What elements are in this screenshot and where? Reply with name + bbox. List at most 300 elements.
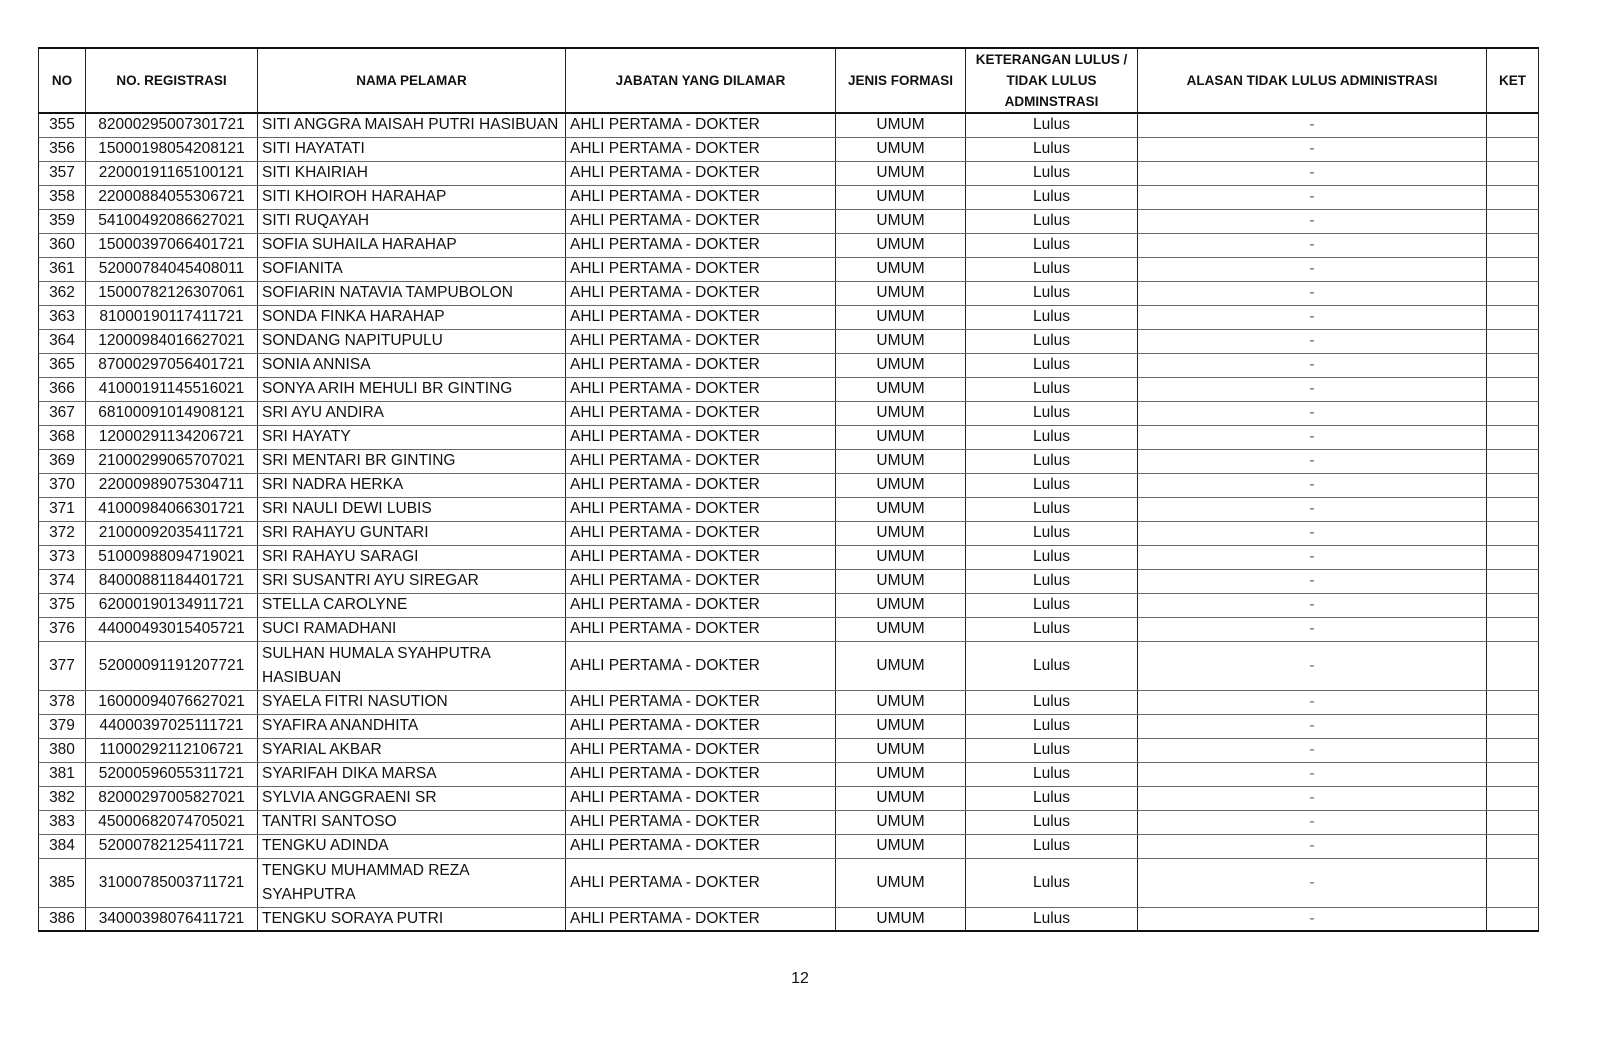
cell-no: 375	[39, 593, 86, 617]
cell-status: Lulus	[966, 281, 1138, 305]
cell-formasi: UMUM	[836, 714, 966, 738]
cell-ket	[1487, 401, 1539, 425]
cell-jabatan: AHLI PERTAMA - DOKTER	[566, 113, 836, 137]
cell-nama: SYLVIA ANGGRAENI SR	[258, 786, 566, 810]
cell-ket	[1487, 233, 1539, 257]
cell-registrasi: 41000191145516021	[86, 377, 258, 401]
cell-status: Lulus	[966, 425, 1138, 449]
cell-registrasi: 52000091191207721	[86, 641, 258, 690]
cell-ket	[1487, 353, 1539, 377]
cell-registrasi: 52000596055311721	[86, 762, 258, 786]
cell-registrasi: 12000984016627021	[86, 329, 258, 353]
cell-alasan: -	[1138, 593, 1487, 617]
cell-nama: SONDA FINKA HARAHAP	[258, 305, 566, 329]
cell-ket	[1487, 209, 1539, 233]
table-row	[39, 137, 1539, 161]
cell-nama: SOFIANITA	[258, 257, 566, 281]
cell-nama: TENGKU MUHAMMAD REZA SYAHPUTRA	[258, 858, 566, 907]
cell-alasan: -	[1138, 690, 1487, 714]
cell-registrasi: 11000292112106721	[86, 738, 258, 762]
cell-ket	[1487, 907, 1539, 931]
cell-jabatan: AHLI PERTAMA - DOKTER	[566, 762, 836, 786]
cell-no: 374	[39, 569, 86, 593]
header-nama: NAMA PELAMAR	[258, 48, 566, 113]
cell-formasi: UMUM	[836, 281, 966, 305]
table-row	[39, 425, 1539, 449]
cell-alasan: -	[1138, 473, 1487, 497]
cell-formasi: UMUM	[836, 305, 966, 329]
cell-status: Lulus	[966, 641, 1138, 690]
cell-registrasi: 51000988094719021	[86, 545, 258, 569]
cell-jabatan: AHLI PERTAMA - DOKTER	[566, 907, 836, 931]
cell-registrasi: 41000984066301721	[86, 497, 258, 521]
cell-alasan: -	[1138, 329, 1487, 353]
cell-no: 358	[39, 185, 86, 209]
cell-ket	[1487, 810, 1539, 834]
cell-jabatan: AHLI PERTAMA - DOKTER	[566, 521, 836, 545]
table-row	[39, 329, 1539, 353]
cell-no: 382	[39, 786, 86, 810]
cell-jabatan: AHLI PERTAMA - DOKTER	[566, 834, 836, 858]
cell-ket	[1487, 834, 1539, 858]
cell-nama: SITI KHOIROH HARAHAP	[258, 185, 566, 209]
cell-ket	[1487, 786, 1539, 810]
cell-ket	[1487, 113, 1539, 137]
table-row	[39, 545, 1539, 569]
cell-jabatan: AHLI PERTAMA - DOKTER	[566, 545, 836, 569]
cell-jabatan: AHLI PERTAMA - DOKTER	[566, 161, 836, 185]
cell-status: Lulus	[966, 714, 1138, 738]
cell-formasi: UMUM	[836, 786, 966, 810]
table-row	[39, 185, 1539, 209]
cell-ket	[1487, 281, 1539, 305]
cell-alasan: -	[1138, 907, 1487, 931]
cell-ket	[1487, 257, 1539, 281]
cell-registrasi: 82000295007301721	[86, 113, 258, 137]
cell-status: Lulus	[966, 521, 1138, 545]
table-row	[39, 449, 1539, 473]
header-registrasi: NO. REGISTRASI	[86, 48, 258, 113]
cell-ket	[1487, 497, 1539, 521]
cell-status: Lulus	[966, 137, 1138, 161]
cell-registrasi: 22000884055306721	[86, 185, 258, 209]
cell-registrasi: 68100091014908121	[86, 401, 258, 425]
cell-ket	[1487, 690, 1539, 714]
cell-no: 378	[39, 690, 86, 714]
cell-ket	[1487, 593, 1539, 617]
cell-formasi: UMUM	[836, 593, 966, 617]
cell-jabatan: AHLI PERTAMA - DOKTER	[566, 617, 836, 641]
cell-jabatan: AHLI PERTAMA - DOKTER	[566, 185, 836, 209]
cell-status: Lulus	[966, 209, 1138, 233]
cell-nama: SRI SUSANTRI AYU SIREGAR	[258, 569, 566, 593]
cell-registrasi: 22000989075304711	[86, 473, 258, 497]
cell-nama: SITI KHAIRIAH	[258, 161, 566, 185]
cell-alasan: -	[1138, 762, 1487, 786]
cell-jabatan: AHLI PERTAMA - DOKTER	[566, 377, 836, 401]
cell-no: 360	[39, 233, 86, 257]
cell-jabatan: AHLI PERTAMA - DOKTER	[566, 257, 836, 281]
cell-jabatan: AHLI PERTAMA - DOKTER	[566, 449, 836, 473]
cell-status: Lulus	[966, 786, 1138, 810]
cell-nama: SRI NADRA HERKA	[258, 473, 566, 497]
cell-registrasi: 15000782126307061	[86, 281, 258, 305]
cell-no: 357	[39, 161, 86, 185]
cell-jabatan: AHLI PERTAMA - DOKTER	[566, 305, 836, 329]
cell-nama: TENGKU SORAYA PUTRI	[258, 907, 566, 931]
cell-nama: SITI ANGGRA MAISAH PUTRI HASIBUAN	[258, 113, 566, 137]
cell-formasi: UMUM	[836, 353, 966, 377]
cell-jabatan: AHLI PERTAMA - DOKTER	[566, 786, 836, 810]
table-row	[39, 521, 1539, 545]
cell-registrasi: 84000881184401721	[86, 569, 258, 593]
table-row	[39, 233, 1539, 257]
cell-status: Lulus	[966, 161, 1138, 185]
cell-nama: SULHAN HUMALA SYAHPUTRA HASIBUAN	[258, 641, 566, 690]
cell-jabatan: AHLI PERTAMA - DOKTER	[566, 233, 836, 257]
cell-alasan: -	[1138, 233, 1487, 257]
cell-no: 361	[39, 257, 86, 281]
table-row	[39, 593, 1539, 617]
cell-status: Lulus	[966, 473, 1138, 497]
header-row	[39, 48, 1539, 113]
cell-no: 366	[39, 377, 86, 401]
cell-nama: SYARIAL AKBAR	[258, 738, 566, 762]
cell-registrasi: 45000682074705021	[86, 810, 258, 834]
cell-status: Lulus	[966, 353, 1138, 377]
cell-registrasi: 87000297056401721	[86, 353, 258, 377]
cell-status: Lulus	[966, 377, 1138, 401]
table-row	[39, 497, 1539, 521]
table-row	[39, 786, 1539, 810]
cell-alasan: -	[1138, 569, 1487, 593]
cell-alasan: -	[1138, 305, 1487, 329]
cell-formasi: UMUM	[836, 762, 966, 786]
cell-registrasi: 62000190134911721	[86, 593, 258, 617]
cell-formasi: UMUM	[836, 137, 966, 161]
cell-no: 371	[39, 497, 86, 521]
cell-alasan: -	[1138, 137, 1487, 161]
cell-ket	[1487, 137, 1539, 161]
cell-alasan: -	[1138, 545, 1487, 569]
header-keterangan: KETERANGAN LULUS / TIDAK LULUS ADMINSTRASI	[966, 48, 1138, 113]
cell-ket	[1487, 762, 1539, 786]
cell-no: 356	[39, 137, 86, 161]
cell-nama: TANTRI SANTOSO	[258, 810, 566, 834]
cell-formasi: UMUM	[836, 449, 966, 473]
cell-alasan: -	[1138, 113, 1487, 137]
table-row	[39, 690, 1539, 714]
cell-status: Lulus	[966, 834, 1138, 858]
cell-formasi: UMUM	[836, 113, 966, 137]
cell-formasi: UMUM	[836, 329, 966, 353]
cell-nama: SRI RAHAYU GUNTARI	[258, 521, 566, 545]
cell-jabatan: AHLI PERTAMA - DOKTER	[566, 473, 836, 497]
cell-alasan: -	[1138, 617, 1487, 641]
cell-status: Lulus	[966, 569, 1138, 593]
cell-no: 376	[39, 617, 86, 641]
cell-jabatan: AHLI PERTAMA - DOKTER	[566, 858, 836, 907]
cell-nama: SONDANG NAPITUPULU	[258, 329, 566, 353]
cell-formasi: UMUM	[836, 810, 966, 834]
cell-no: 383	[39, 810, 86, 834]
cell-no: 362	[39, 281, 86, 305]
cell-registrasi: 16000094076627021	[86, 690, 258, 714]
cell-jabatan: AHLI PERTAMA - DOKTER	[566, 137, 836, 161]
cell-jabatan: AHLI PERTAMA - DOKTER	[566, 714, 836, 738]
table-row	[39, 353, 1539, 377]
cell-no: 355	[39, 113, 86, 137]
cell-nama: SOFIA SUHAILA HARAHAP	[258, 233, 566, 257]
cell-no: 380	[39, 738, 86, 762]
page-number: 12	[791, 970, 809, 987]
cell-nama: SONYA ARIH MEHULI BR GINTING	[258, 377, 566, 401]
cell-formasi: UMUM	[836, 473, 966, 497]
cell-nama: SRI AYU ANDIRA	[258, 401, 566, 425]
cell-nama: SRI HAYATY	[258, 425, 566, 449]
table-row	[39, 281, 1539, 305]
cell-formasi: UMUM	[836, 161, 966, 185]
cell-registrasi: 31000785003711721	[86, 858, 258, 907]
cell-alasan: -	[1138, 401, 1487, 425]
cell-alasan: -	[1138, 161, 1487, 185]
table-row	[39, 401, 1539, 425]
cell-status: Lulus	[966, 257, 1138, 281]
cell-status: Lulus	[966, 545, 1138, 569]
table-row	[39, 209, 1539, 233]
cell-nama: SRI MENTARI BR GINTING	[258, 449, 566, 473]
cell-registrasi: 44000397025111721	[86, 714, 258, 738]
table-row	[39, 858, 1539, 907]
cell-formasi: UMUM	[836, 569, 966, 593]
cell-ket	[1487, 305, 1539, 329]
cell-status: Lulus	[966, 329, 1138, 353]
table-body	[39, 113, 1539, 931]
cell-registrasi: 52000784045408011	[86, 257, 258, 281]
table-row	[39, 113, 1539, 137]
cell-registrasi: 12000291134206721	[86, 425, 258, 449]
cell-ket	[1487, 161, 1539, 185]
results-table	[38, 47, 1539, 932]
cell-formasi: UMUM	[836, 521, 966, 545]
cell-nama: TENGKU ADINDA	[258, 834, 566, 858]
cell-jabatan: AHLI PERTAMA - DOKTER	[566, 569, 836, 593]
cell-alasan: -	[1138, 425, 1487, 449]
cell-registrasi: 15000397066401721	[86, 233, 258, 257]
cell-alasan: -	[1138, 810, 1487, 834]
cell-jabatan: AHLI PERTAMA - DOKTER	[566, 593, 836, 617]
cell-no: 377	[39, 641, 86, 690]
cell-nama: SITI RUQAYAH	[258, 209, 566, 233]
table-row	[39, 810, 1539, 834]
cell-registrasi: 34000398076411721	[86, 907, 258, 931]
cell-formasi: UMUM	[836, 401, 966, 425]
cell-jabatan: AHLI PERTAMA - DOKTER	[566, 641, 836, 690]
cell-nama: SRI NAULI DEWI LUBIS	[258, 497, 566, 521]
cell-jabatan: AHLI PERTAMA - DOKTER	[566, 810, 836, 834]
cell-ket	[1487, 641, 1539, 690]
cell-no: 385	[39, 858, 86, 907]
cell-ket	[1487, 714, 1539, 738]
cell-jabatan: AHLI PERTAMA - DOKTER	[566, 690, 836, 714]
cell-alasan: -	[1138, 521, 1487, 545]
cell-formasi: UMUM	[836, 209, 966, 233]
cell-jabatan: AHLI PERTAMA - DOKTER	[566, 281, 836, 305]
table-row	[39, 161, 1539, 185]
cell-alasan: -	[1138, 738, 1487, 762]
cell-alasan: -	[1138, 257, 1487, 281]
cell-no: 381	[39, 762, 86, 786]
table-row	[39, 257, 1539, 281]
cell-status: Lulus	[966, 449, 1138, 473]
header-formasi: JENIS FORMASI	[836, 48, 966, 113]
cell-ket	[1487, 473, 1539, 497]
cell-nama: STELLA CAROLYNE	[258, 593, 566, 617]
cell-jabatan: AHLI PERTAMA - DOKTER	[566, 329, 836, 353]
cell-status: Lulus	[966, 233, 1138, 257]
cell-status: Lulus	[966, 401, 1138, 425]
cell-status: Lulus	[966, 738, 1138, 762]
cell-jabatan: AHLI PERTAMA - DOKTER	[566, 353, 836, 377]
cell-ket	[1487, 185, 1539, 209]
cell-ket	[1487, 569, 1539, 593]
cell-formasi: UMUM	[836, 834, 966, 858]
cell-formasi: UMUM	[836, 257, 966, 281]
cell-ket	[1487, 329, 1539, 353]
cell-formasi: UMUM	[836, 690, 966, 714]
cell-no: 369	[39, 449, 86, 473]
table-row	[39, 377, 1539, 401]
cell-no: 365	[39, 353, 86, 377]
table-row	[39, 473, 1539, 497]
cell-alasan: -	[1138, 497, 1487, 521]
cell-no: 379	[39, 714, 86, 738]
table-row	[39, 834, 1539, 858]
cell-status: Lulus	[966, 690, 1138, 714]
cell-formasi: UMUM	[836, 738, 966, 762]
cell-status: Lulus	[966, 617, 1138, 641]
cell-alasan: -	[1138, 209, 1487, 233]
header-ket: KET	[1487, 48, 1539, 113]
cell-ket	[1487, 738, 1539, 762]
cell-alasan: -	[1138, 786, 1487, 810]
cell-formasi: UMUM	[836, 425, 966, 449]
cell-nama: SYAELA FITRI NASUTION	[258, 690, 566, 714]
cell-alasan: -	[1138, 281, 1487, 305]
cell-registrasi: 22000191165100121	[86, 161, 258, 185]
table-row	[39, 714, 1539, 738]
cell-status: Lulus	[966, 810, 1138, 834]
cell-ket	[1487, 617, 1539, 641]
cell-no: 359	[39, 209, 86, 233]
cell-alasan: -	[1138, 449, 1487, 473]
table-row	[39, 305, 1539, 329]
cell-ket	[1487, 449, 1539, 473]
cell-formasi: UMUM	[836, 497, 966, 521]
cell-no: 372	[39, 521, 86, 545]
header-no: NO	[39, 48, 86, 113]
cell-status: Lulus	[966, 305, 1138, 329]
cell-status: Lulus	[966, 497, 1138, 521]
cell-alasan: -	[1138, 858, 1487, 907]
header-jabatan: JABATAN YANG DILAMAR	[566, 48, 836, 113]
table-row	[39, 569, 1539, 593]
cell-formasi: UMUM	[836, 858, 966, 907]
cell-ket	[1487, 425, 1539, 449]
cell-registrasi: 21000092035411721	[86, 521, 258, 545]
cell-no: 386	[39, 907, 86, 931]
cell-status: Lulus	[966, 762, 1138, 786]
cell-jabatan: AHLI PERTAMA - DOKTER	[566, 497, 836, 521]
cell-nama: SOFIARIN NATAVIA TAMPUBOLON	[258, 281, 566, 305]
cell-ket	[1487, 377, 1539, 401]
cell-nama: SRI RAHAYU SARAGI	[258, 545, 566, 569]
cell-no: 367	[39, 401, 86, 425]
table-row	[39, 762, 1539, 786]
cell-status: Lulus	[966, 185, 1138, 209]
cell-registrasi: 21000299065707021	[86, 449, 258, 473]
cell-no: 368	[39, 425, 86, 449]
cell-ket	[1487, 521, 1539, 545]
cell-status: Lulus	[966, 907, 1138, 931]
cell-status: Lulus	[966, 858, 1138, 907]
cell-ket	[1487, 545, 1539, 569]
cell-registrasi: 44000493015405721	[86, 617, 258, 641]
cell-registrasi: 15000198054208121	[86, 137, 258, 161]
table-row	[39, 907, 1539, 931]
cell-registrasi: 82000297005827021	[86, 786, 258, 810]
cell-alasan: -	[1138, 353, 1487, 377]
cell-alasan: -	[1138, 641, 1487, 690]
cell-formasi: UMUM	[836, 185, 966, 209]
cell-alasan: -	[1138, 834, 1487, 858]
cell-registrasi: 52000782125411721	[86, 834, 258, 858]
cell-nama: SUCI RAMADHANI	[258, 617, 566, 641]
cell-ket	[1487, 858, 1539, 907]
cell-nama: SYARIFAH DIKA MARSA	[258, 762, 566, 786]
cell-formasi: UMUM	[836, 617, 966, 641]
cell-jabatan: AHLI PERTAMA - DOKTER	[566, 425, 836, 449]
cell-jabatan: AHLI PERTAMA - DOKTER	[566, 738, 836, 762]
cell-no: 373	[39, 545, 86, 569]
table-row	[39, 641, 1539, 690]
cell-registrasi: 81000190117411721	[86, 305, 258, 329]
table-row	[39, 738, 1539, 762]
cell-nama: SYAFIRA ANANDHITA	[258, 714, 566, 738]
cell-jabatan: AHLI PERTAMA - DOKTER	[566, 401, 836, 425]
cell-no: 370	[39, 473, 86, 497]
cell-no: 364	[39, 329, 86, 353]
cell-alasan: -	[1138, 714, 1487, 738]
cell-registrasi: 54100492086627021	[86, 209, 258, 233]
cell-alasan: -	[1138, 377, 1487, 401]
cell-formasi: UMUM	[836, 641, 966, 690]
cell-jabatan: AHLI PERTAMA - DOKTER	[566, 209, 836, 233]
cell-nama: SONIA ANNISA	[258, 353, 566, 377]
cell-formasi: UMUM	[836, 907, 966, 931]
header-alasan: ALASAN TIDAK LULUS ADMINISTRASI	[1138, 48, 1487, 113]
cell-formasi: UMUM	[836, 545, 966, 569]
cell-status: Lulus	[966, 113, 1138, 137]
cell-alasan: -	[1138, 185, 1487, 209]
cell-nama: SITI HAYATATI	[258, 137, 566, 161]
cell-no: 384	[39, 834, 86, 858]
cell-status: Lulus	[966, 593, 1138, 617]
cell-no: 363	[39, 305, 86, 329]
table-row	[39, 617, 1539, 641]
cell-formasi: UMUM	[836, 233, 966, 257]
cell-formasi: UMUM	[836, 377, 966, 401]
